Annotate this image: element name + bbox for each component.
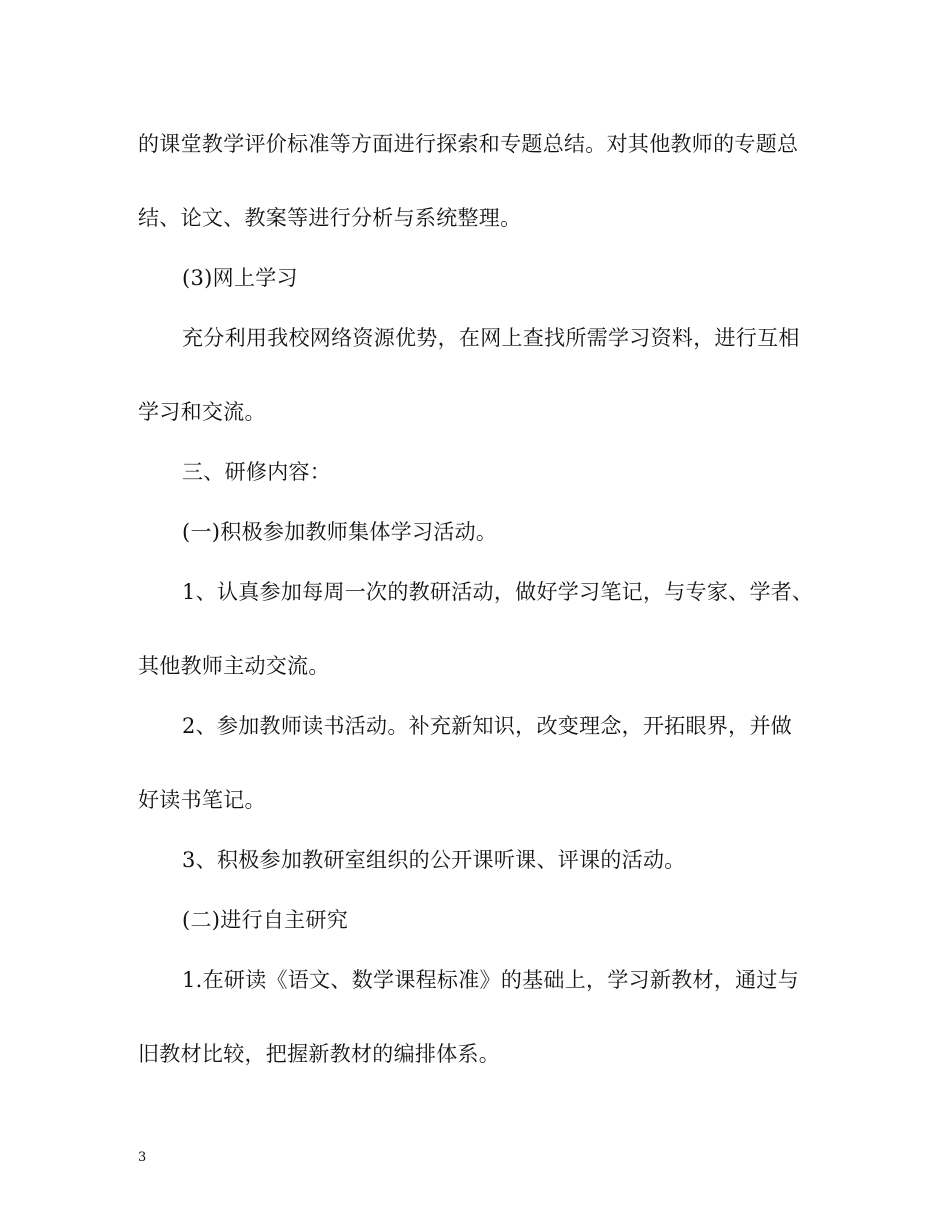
text-line: 的课堂教学评价标准等方面进行探索和专题总结。对其他教师的专题总 bbox=[138, 132, 799, 156]
text-line: 充分利用我校网络资源优势，在网上查找所需学习资料，进行互相 bbox=[182, 326, 800, 350]
text-line: 结、论文、教案等进行分析与系统整理。 bbox=[138, 206, 522, 230]
page-number: 3 bbox=[138, 1150, 147, 1165]
text-line: 好读书笔记。 bbox=[138, 788, 266, 812]
section-heading: (一)积极参加教师集体学习活动。 bbox=[182, 520, 498, 544]
text-line: 1、认真参加每周一次的教研活动，做好学习笔记，与专家、学者、 bbox=[182, 580, 814, 604]
text-line: 学习和交流。 bbox=[138, 400, 266, 424]
section-heading: (二)进行自主研究 bbox=[182, 908, 349, 932]
section-heading: (3)网上学习 bbox=[182, 266, 298, 290]
text-line: 2、参加教师读书活动。补充新知识，改变理念，开拓眼界，并做 bbox=[182, 714, 793, 738]
text-line: 1.在研读《语文、数学课程标准》的基础上，学习新教材，通过与 bbox=[182, 968, 800, 992]
section-heading: 三、研修内容： bbox=[182, 460, 332, 484]
text-line: 3、积极参加教研室组织的公开课听课、评课的活动。 bbox=[182, 848, 686, 872]
text-line: 旧教材比较，把握新教材的编排体系。 bbox=[138, 1042, 501, 1066]
text-line: 其他教师主动交流。 bbox=[138, 654, 330, 678]
